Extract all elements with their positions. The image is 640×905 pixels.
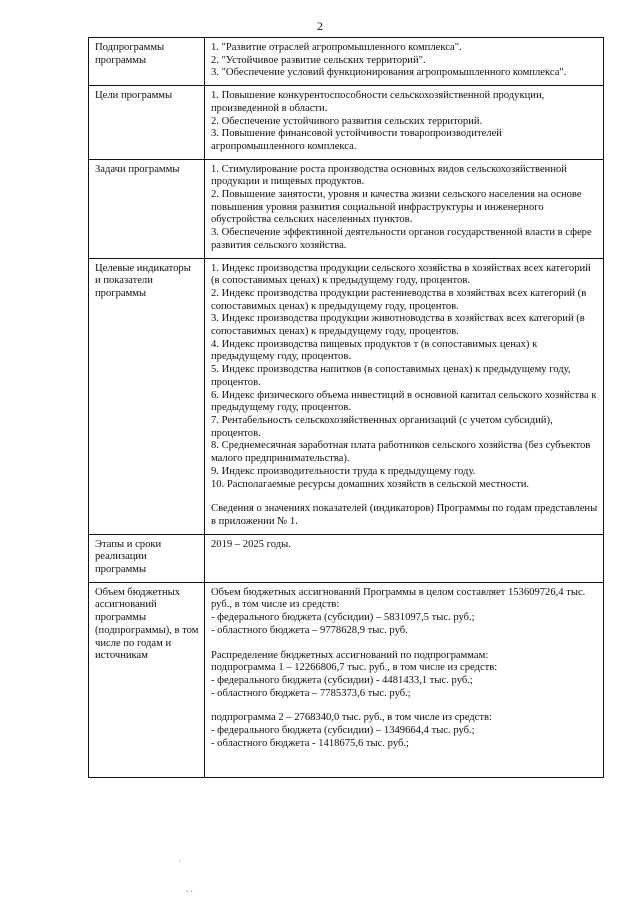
list-item: 6. Индекс физического объема инвестиций в основной капитал сельского хозяйства к предыдущему году, процентов. [211, 389, 597, 414]
row-content [205, 159, 604, 258]
row-content [205, 582, 604, 777]
row-label: Объем бюджетных ассигнований программы (подпрограммы), в том числе по годам и источникам [89, 582, 205, 777]
budget-total-line: Объем бюджетных ассигнований Программы в целом составляет 153609726,4 тыс. руб., в том числе из средств: [211, 586, 586, 611]
budget-subprogram-line: - федерального бюджета (субсидии) – 1349664,4 тыс. руб.; [211, 725, 475, 737]
table-row-indicators [89, 258, 604, 534]
budget-distribution-line: Распределение бюджетных ассигнований по подпрограммам: [211, 649, 489, 661]
table-row-stages [89, 534, 604, 582]
list-item: 3. Обеспечение эффективной деятельности органов государственной власти в сфере развития сельского хозяйства. [211, 227, 592, 251]
list-item: 2. "Устойчивое развитие сельских территорий". [211, 54, 426, 66]
list-item: 2. Повышение занятости, уровня и качества жизни сельского населения на основе повышения уровня развития социальной инфраструктуры и инженерного обустройства сельских населенных пунктов. [211, 189, 582, 226]
budget-distribution-line: - федерального бюджета (субсидии) - 4481433,1 тыс. руб.; [211, 674, 473, 686]
row-content [205, 38, 604, 86]
row-label: Подпрограммы программы [89, 38, 205, 86]
table-row-subprograms [89, 38, 604, 86]
spacer [211, 700, 598, 712]
budget-subprogram-line: подпрограмма 2 – 2768340,0 тыс. руб., в том числе из средств: [211, 712, 492, 724]
list-item: 8. Среднемесячная заработная плата работников сельского хозяйства (без субъектов малого предпринимательства). [211, 440, 591, 465]
page-number: 2 [317, 19, 323, 33]
row-label: Цели программы [89, 86, 205, 160]
list-item: 2019 – 2025 годы. [211, 538, 291, 550]
list-item: 3. Индекс производства продукции животноводства в хозяйствах всех категорий (в сопоставимых ценах) к предыдущему году, процентов. [211, 313, 585, 338]
list-item: 9. Индекс производительности труда к предыдущему году. [211, 465, 476, 477]
program-passport-table [88, 37, 604, 778]
table-row-goals [89, 86, 604, 160]
spacer [211, 491, 598, 503]
table-row-tasks [89, 159, 604, 258]
list-item: 1. Индекс производства продукции сельского хозяйства в хозяйствах всех категорий (в сопоставимых ценах) к предыдущему году, процентов. [211, 262, 591, 287]
list-item: 3. Повышение финансовой устойчивости товаропроизводителей агропромышленного комплекса. [211, 128, 502, 152]
indicators-note: Сведения о значениях показателей (индикаторов) Программы по годам представлены в приложении № 1. [211, 503, 598, 527]
list-item: 3. "Обеспечение условий функционирования агропромышленного комплекса". [211, 67, 567, 79]
row-label: Задачи программы [89, 159, 205, 258]
row-content [205, 534, 604, 582]
spacer [211, 638, 598, 650]
list-item: 7. Рентабельность сельскохозяйственных организаций (с учетом субсидий), процентов. [211, 414, 553, 439]
list-item: 1. Повышение конкурентоспособности сельскохозяйственной продукции, произведенной в области. [211, 90, 545, 114]
list-item: 2. Индекс производства продукции растениеводства в хозяйствах всех категорий (в сопоставимых ценах) к предыдущему году, процентов. [211, 287, 587, 312]
row-content [205, 86, 604, 160]
list-item: 1. Стимулирование роста производства основных видов сельскохозяйственной продукции и пищевых продуктов. [211, 163, 567, 188]
row-content [205, 258, 604, 534]
budget-subprogram-line: - областного бюджета - 1418675,6 тыс. руб.; [211, 737, 409, 749]
budget-total-line: - федерального бюджета (субсидии) – 5831097,5 тыс. руб.; [211, 612, 475, 624]
budget-distribution-line: подпрограмма 1 – 12266806,7 тыс. руб., в том числе из средств: [211, 662, 498, 674]
list-item: 1. "Развитие отраслей агропромышленного комплекса". [211, 42, 462, 53]
scan-mark: . . [186, 884, 193, 894]
list-item: 5. Индекс производства напитков (в сопоставимых ценах) к предыдущему году, процентов. [211, 364, 571, 388]
list-item: 4. Индекс производства пищевых продуктов т (в сопоставимых ценах) к предыдущему году, процентов. [211, 338, 538, 363]
list-item: 2. Обеспечение устойчивого развития сельских территорий. [211, 115, 483, 127]
row-label: Этапы и сроки реализации программы [89, 534, 205, 582]
row-label: Целевые индикаторы и показатели программы [89, 258, 205, 534]
budget-distribution-line: - областного бюджета – 7785373,6 тыс. руб.; [211, 687, 411, 699]
table-row-budget [89, 582, 604, 777]
list-item: 10. Располагаемые ресурсы домашних хозяйств в сельской местности. [211, 478, 530, 490]
scan-mark: · [178, 856, 181, 866]
budget-total-line: - областного бюджета – 9778628,9 тыс. руб. [211, 624, 408, 636]
